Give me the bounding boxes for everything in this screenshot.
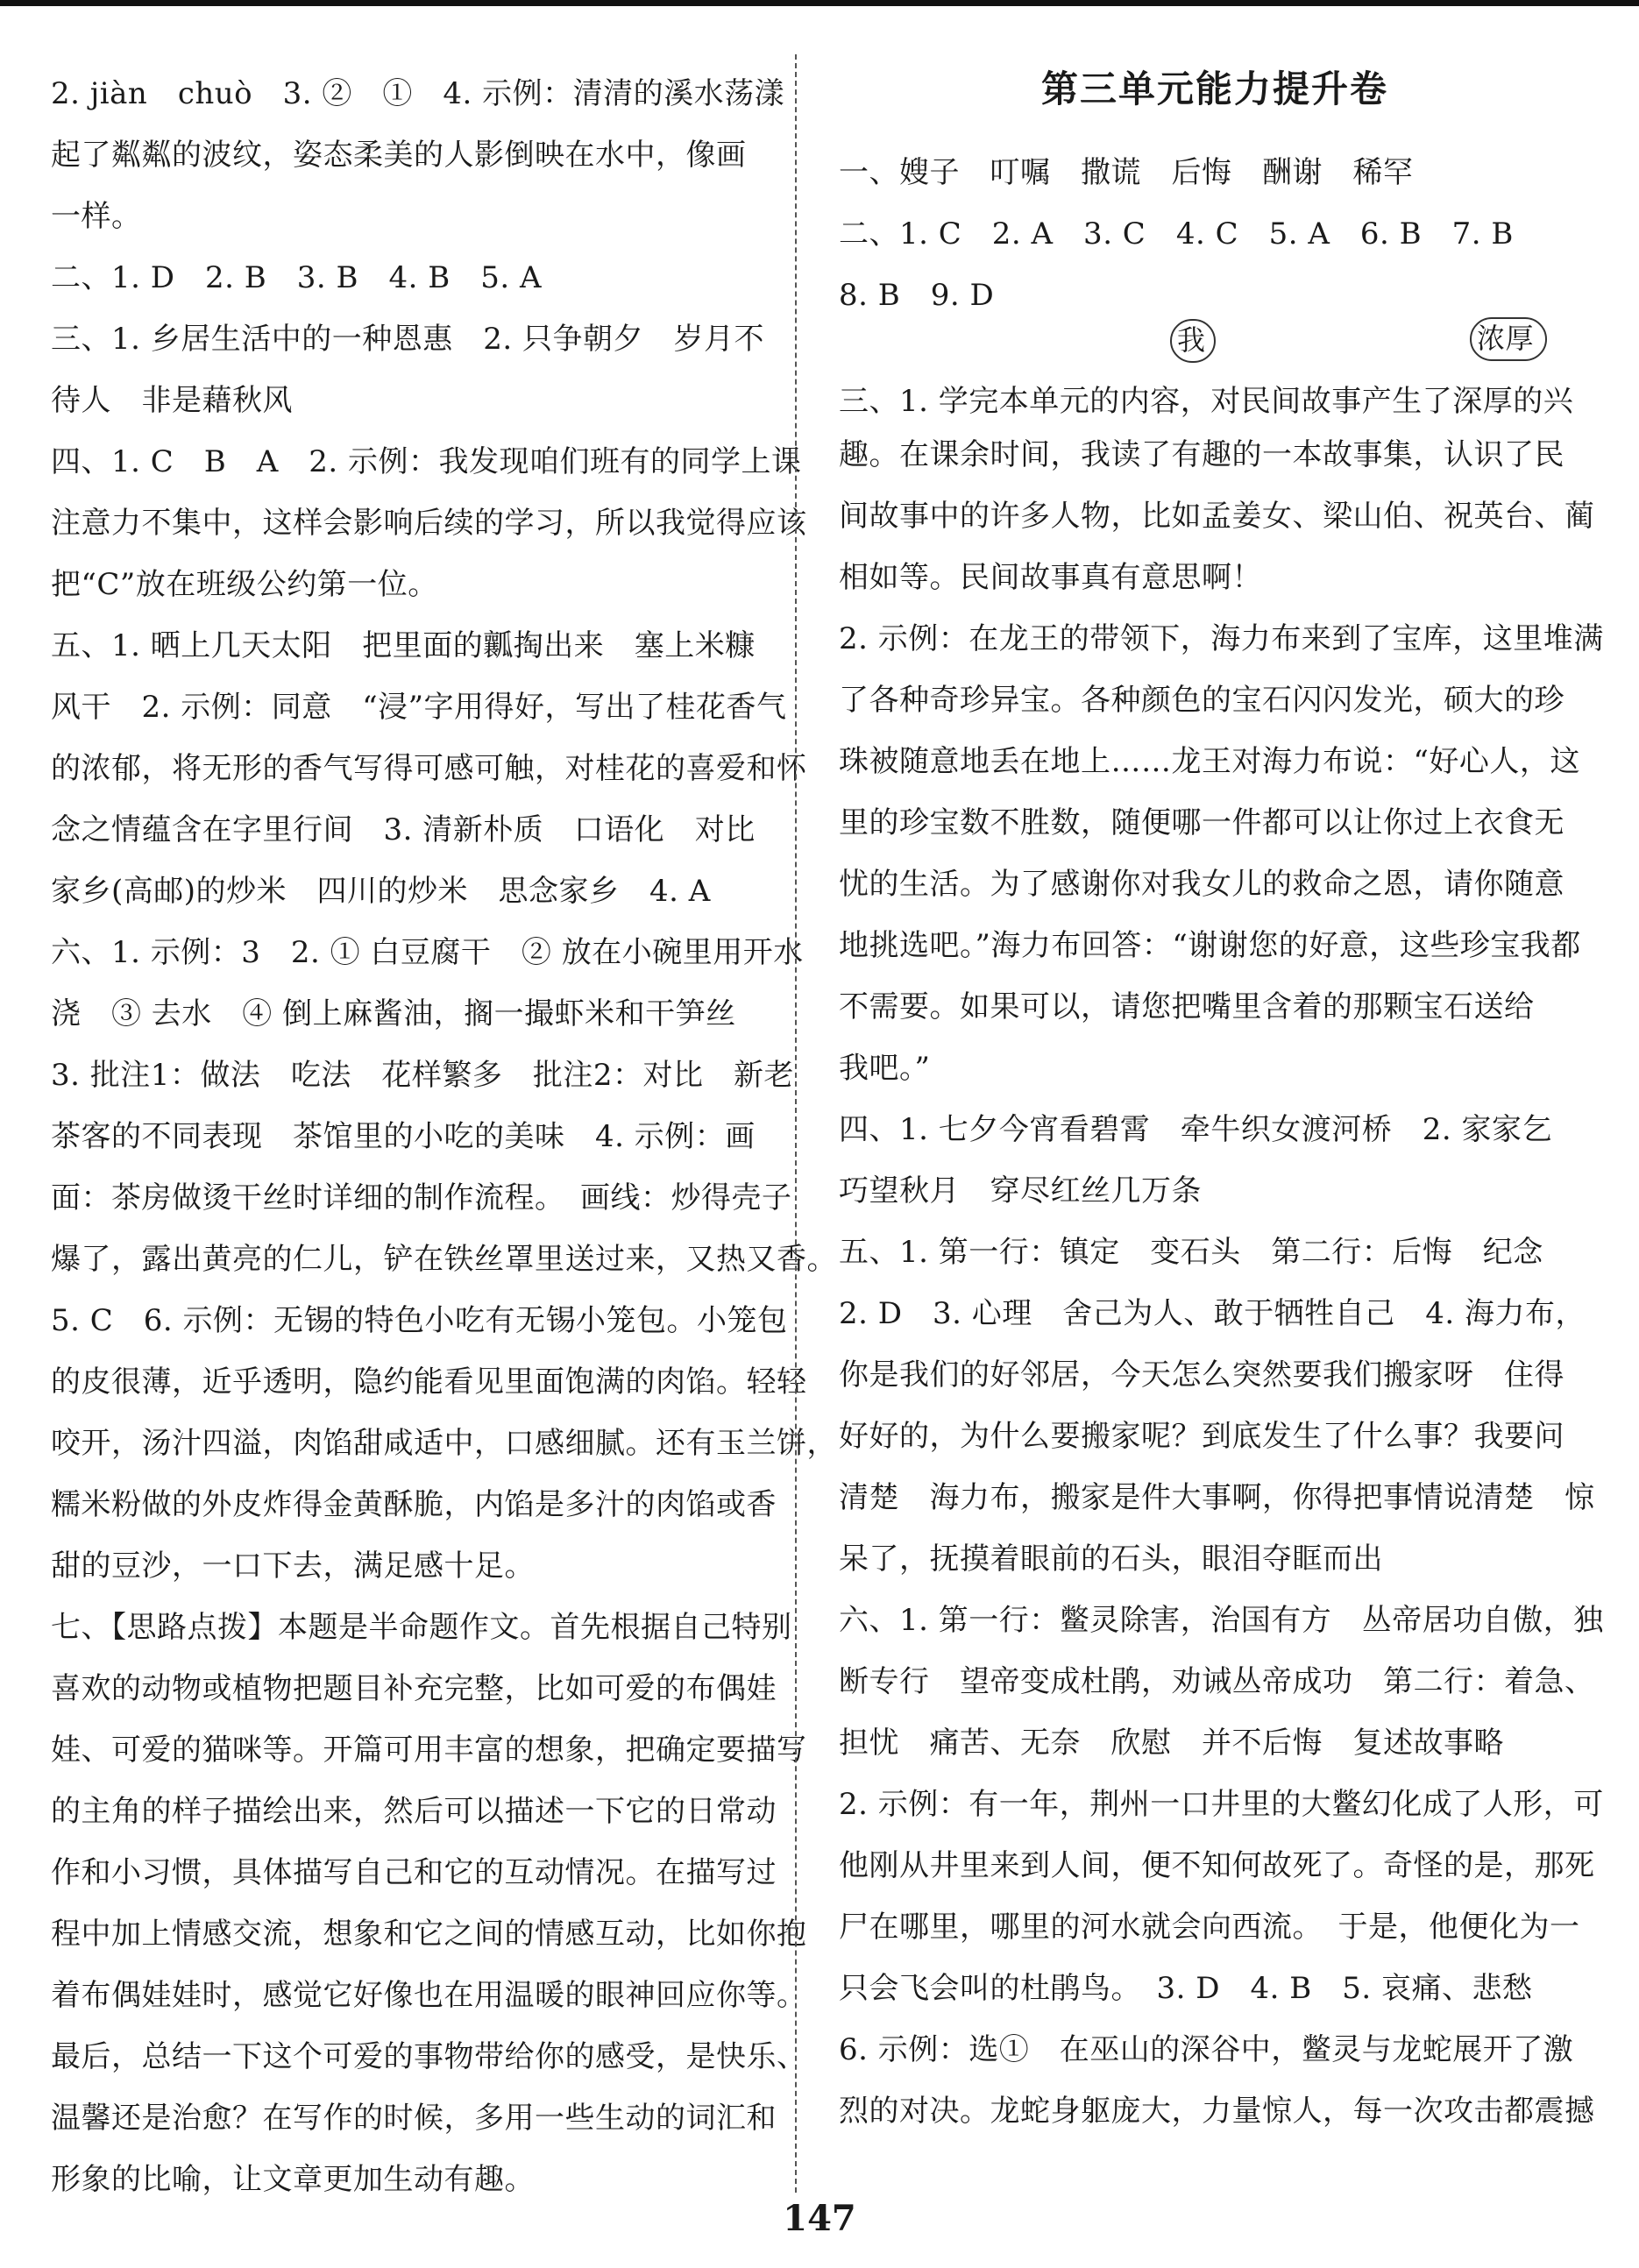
answer-line: 担忧 痛苦、无奈 欣慰 并不后悔 复述故事略 (839, 1726, 1504, 1761)
answer-line: 2. D 3. 心理 舍己为人、敢于牺牲自己 4. 海力布， (839, 1296, 1586, 1331)
answer-line: 2. 示例：在龙王的带领下，海力布来到了宝库，这里堆满 (839, 621, 1604, 656)
answer-line: 地挑选吧。”海力布回答：“谢谢您的好意，这些珍宝我都 (839, 928, 1581, 963)
answer-line: 忧的生活。为了感谢你对我女儿的救命之恩，请你随意 (839, 867, 1564, 902)
answer-line: 把“C”放在班级公约第一位。 (51, 567, 438, 602)
answer-line: 家乡(高邮)的炒米 四川的炒米 思念家乡 4. A (51, 874, 711, 909)
top-border (0, 0, 1639, 6)
answer-line: 浇 ③ 去水 ④ 倒上麻酱油，搁一撮虾米和干笋丝 (51, 996, 736, 1031)
answer-line: 不需要。如果可以，请您把嘴里含着的那颗宝石送给 (839, 989, 1535, 1024)
answer-line: 风干 2. 示例：同意 “浸”字用得好，写出了桂花香气 (51, 690, 787, 725)
answer-line: 咬开，汤汁四溢，肉馅甜咸适中，口感细腻。还有玉兰饼， (51, 1426, 837, 1461)
answer-line: 注意力不集中，这样会影响后续的学习，所以我觉得应该 (51, 506, 807, 541)
answer-line: 最后，总结一下这个可爱的事物带给你的感受，是快乐、 (51, 2039, 807, 2074)
answer-line: 起了粼粼的波纹，姿态柔美的人影倒映在水中，像画 (51, 138, 747, 173)
answer-line: 的浓郁，将无形的香气写得可感可触，对桂花的喜爱和怀 (51, 751, 807, 786)
answer-line: 甜的豆沙，一口下去，满足感十足。 (51, 1549, 535, 1584)
answer-line: 四、1. C B A 2. 示例：我发现咱们班有的同学上课 (51, 444, 802, 479)
answer-line: 8. B 9. D (839, 278, 995, 313)
answer-line: 只会飞会叫的杜鹃鸟。 3. D 4. B 5. 哀痛、悲愁 (839, 1971, 1533, 2006)
answer-line: 趣。在课余时间，我读了有趣的一本故事集，认识了民 (839, 437, 1564, 472)
answer-line: 一、嫂子 叮嘱 撒谎 后悔 酬谢 稀罕 (839, 155, 1414, 190)
answer-line: 3. 批注1：做法 吃法 花样繁多 批注2：对比 新老 (51, 1058, 795, 1093)
column-divider (795, 54, 797, 2193)
unit-title: 第三单元能力提升卷 (1040, 67, 1388, 110)
answer-line: 一样。 (51, 199, 142, 234)
answer-line: 娃、可爱的猫咪等。开篇可用丰富的想象，把确定要描写 (51, 1733, 807, 1768)
answer-line: 三、1. 乡居生活中的一种恩惠 2. 只争朝夕 岁月不 (51, 322, 764, 357)
answer-line: 里的珍宝数不胜数，随便哪一件都可以让你过上衣食无 (839, 805, 1564, 840)
right-answer-column (839, 63, 1604, 2142)
answer-line: 六、1. 第一行：鳖灵除害，治国有方 丛帝居功自傲，独 (839, 1603, 1604, 1638)
answer-line: 作和小习惯，具体描写自己和它的互动情况。在描写过 (51, 1855, 777, 1890)
answer-line: 珠被随意地丢在地上……龙王对海力布说：“好心人，这 (839, 744, 1580, 779)
answer-line: 他刚从井里来到人间，便不知何故死了。奇怪的是，那死 (839, 1848, 1595, 1883)
answer-line: 五、1. 第一行：镇定 变石头 第二行：后悔 纪念 (839, 1235, 1543, 1270)
answer-line: 念之情蕴含在字里行间 3. 清新朴质 口语化 对比 (51, 812, 756, 847)
answer-line: 2. jiàn chuò 3. ② ① 4. 示例：清清的溪水荡漾 (51, 76, 785, 111)
answer-line: 呆了，抚摸着眼前的石头，眼泪夺眶而出 (839, 1542, 1383, 1577)
answer-line: 待人 非是藉秋风 (51, 383, 293, 418)
answer-line: 6. 示例：选① 在巫山的深谷中，鳖灵与龙蛇展开了激 (839, 2032, 1574, 2067)
answer-line: 断专行 望帝变成杜鹃，劝诫丛帝成功 第二行：着急、 (839, 1664, 1595, 1699)
answer-line: 茶客的不同表现 茶馆里的小吃的美味 4. 示例：画 (51, 1119, 756, 1154)
answer-line: 四、1. 七夕今宵看碧霄 牵牛织女渡河桥 2. 家家乞 (839, 1112, 1552, 1147)
answer-line: 间故事中的许多人物，比如孟姜女、梁山伯、祝英台、蔺 (839, 499, 1595, 534)
answer-line: 程中加上情感交流，想象和它之间的情感互动，比如你抱 (51, 1917, 807, 1952)
answer-line: 了各种奇珍异宝。各种颜色的宝石闪闪发光，硕大的珍 (839, 683, 1564, 718)
left-answer-column (51, 63, 837, 2210)
answer-line: 烈的对决。龙蛇身躯庞大，力量惊人，每一次攻击都震撼 (839, 2094, 1595, 2129)
answer-line: 面：茶房做烫干丝时详细的制作流程。 画线：炒得壳子 (51, 1180, 792, 1216)
answer-line: 相如等。民间故事真有意思啊！ (839, 560, 1262, 595)
answer-line: 好好的，为什么要搬家呢？到底发生了什么事？我要问 (839, 1419, 1564, 1454)
answer-line: 爆了，露出黄亮的仁儿，铲在铁丝罩里送过来，又热又香。 (51, 1242, 837, 1277)
proofreading-line (839, 322, 1591, 424)
answer-line: 温馨还是治愈？在写作的时候，多用一些生动的词汇和 (51, 2101, 777, 2136)
answer-line: 2. 示例：有一年，荆州一口井里的大鳖幻化成了人形，可 (839, 1787, 1604, 1822)
answer-line: 形象的比喻，让文章更加生动有趣。 (51, 2162, 535, 2197)
answer-line: 5. C 6. 示例：无锡的特色小吃有无锡小笼包。小笼包 (51, 1303, 788, 1338)
answer-line: 你是我们的好邻居，今天怎么突然要我们搬家呀 住得 (839, 1357, 1564, 1393)
answer-line: 二、1. C 2. A 3. C 4. C 5. A 6. B 7. B (839, 216, 1514, 252)
answer-line: 清楚 海力布，搬家是件大事啊，你得把事情说清楚 惊 (839, 1480, 1595, 1515)
answer-line: 的皮很薄，近乎透明，隐约能看见里面饱满的肉馅。轻轻 (51, 1364, 807, 1400)
answer-line: 二、1. D 2. B 3. B 4. B 5. A (51, 260, 543, 295)
answer-line: 六、1. 示例：3 2. ① 白豆腐干 ② 放在小碗里用开水 (51, 935, 804, 970)
correction-insert-nonghou: 浓厚 (1477, 322, 1535, 355)
answer-line: 着布偶娃娃时，感觉它好像也在用温暖的眼神回应你等。 (51, 1978, 807, 2013)
answer-line: 的主角的样子描绘出来，然后可以描述一下它的日常动 (51, 1794, 777, 1829)
page-number: 147 (783, 2198, 856, 2239)
answer-line: 糯米粉做的外皮炸得金黄酥脆，内馅是多汁的肉馅或香 (51, 1487, 777, 1522)
correction-circle-nonghou (1470, 317, 1547, 361)
answer-line: 七、【思路点拨】本题是半命题作文。首先根据自己特别 (51, 1610, 792, 1645)
answer-line: 巧望秋月 穿尽红丝几万条 (839, 1173, 1202, 1208)
correction-circle-wo (1170, 319, 1216, 363)
correction-insert-wo: 我 (1177, 323, 1206, 357)
answer-line: 五、1. 晒上几天太阳 把里面的瓤掏出来 塞上米糠 (51, 628, 756, 663)
answer-line: 尸在哪里，哪里的河水就会向西流。 于是，他便化为一 (839, 1910, 1580, 1945)
answer-line: 我吧。” (839, 1051, 931, 1086)
answer-line: 喜欢的动物或植物把题目补充完整，比如可爱的布偶娃 (51, 1671, 777, 1706)
line-text: 三、1. 学完本单元的内容，对民间故事产生了深厚的兴 (839, 384, 1574, 419)
